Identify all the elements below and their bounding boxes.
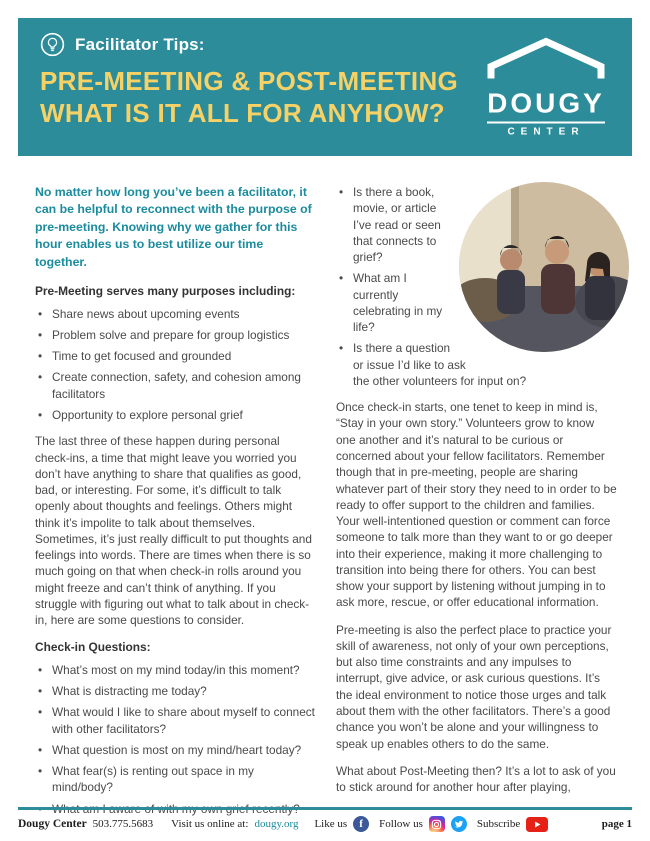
footer-brand: Dougy Center xyxy=(18,818,87,830)
stay-in-story-paragraph: Once check-in starts, one tenet to keep in mind is, “Stay in your own story.” Volunteers grow to know one another and it’s natural to be curious or concerned about your fellow facilitators. Remember though that in pre-meeting, people are sharing whatever part of their story they need to in order to be ready to offer support to the children and families. Your well-intentioned question or comment can force someone to talk more than they want to or go deeper into their experience, making it more challenging to transition into being there for others. You can best show your support by listening without jumping in to ask more, rescue, or offer educational information. xyxy=(336,400,617,610)
dougy-org-link[interactable]: dougy.org xyxy=(254,818,299,830)
dougy-center-logo xyxy=(484,37,608,138)
intro-paragraph: No matter how long you’ve been a facilitator, it can be helpful to reconnect with the purpose of pre-meeting. Knowing why we gather for this hour enables us to best utilize our time together. xyxy=(35,185,312,269)
title-line-1: PRE-MEETING & POST-MEETING xyxy=(40,66,459,96)
logo-subtitle: CENTER xyxy=(507,126,585,138)
footer-page-number: page 1 xyxy=(601,818,632,830)
footer-subscribe-label: Subscribe xyxy=(476,818,521,830)
bullet-item: • Opportunity to explore personal grief xyxy=(35,407,316,423)
bullet-item: • Problem solve and prepare for group logistics xyxy=(35,327,316,343)
checkins-paragraph: The last three of these happen during personal check-ins, a time that might leave you worried you don’t have anything to share that qualifies as good, bad, or interesting. For some, it’s difficult to talk openly about thoughts and feelings. Others might think it’s impolite to talk about themselves. Sometimes, it’s just really difficult to put thoughts and feelings into words. There are times when there is so much going on that when check-in rolls around you might freeze and can’t think of anything. If you struggle with figuring out what to talk about in check-in, here are some questions to consider. xyxy=(35,434,312,628)
title-line-2: WHAT IS IT ALL FOR ANYHOW? xyxy=(40,97,445,128)
kicker-text: Facilitator Tips: xyxy=(75,34,205,54)
checkin-questions-heading: Check-in Questions: xyxy=(35,640,151,655)
logo-divider xyxy=(487,122,605,124)
bullet-item: • Time to get focused and grounded xyxy=(35,348,316,364)
bullet-item: • What question is most on my mind/heart today? xyxy=(35,742,316,758)
bullet-item: • Share news about upcoming events xyxy=(35,306,316,322)
page-footer xyxy=(18,807,632,832)
footer-visit-label: Visit us online at: xyxy=(171,818,249,830)
right-column xyxy=(336,184,617,827)
twitter-icon[interactable] xyxy=(451,816,467,832)
bullet-item: • What’s most on my mind today/in this moment? xyxy=(35,662,316,678)
youtube-icon[interactable] xyxy=(526,817,548,832)
footer-like-label: Like us xyxy=(314,818,348,830)
lightbulb-icon xyxy=(40,32,65,57)
bullet-item: • Create connection, safety, and cohesion among facilitators xyxy=(35,369,316,402)
footer-follow-label: Follow us xyxy=(379,818,423,830)
bullet-item: • What fear(s) is renting out space in my mind/body? xyxy=(35,763,316,796)
bullet-item: • Is there a question or issue I’d like to ask the other volunteers for input on? xyxy=(336,340,617,389)
purposes-heading: Pre-Meeting serves many purposes including: xyxy=(35,284,296,299)
footer-phone: 503.775.5683 xyxy=(92,818,154,830)
more-questions-list xyxy=(336,184,617,389)
awareness-paragraph: Pre-meeting is also the perfect place to practice your skill of awareness, not only of your own perceptions, but also time constraints and any impulses to interrupt, give advice, or ask curious questions. It’s the ideal environment to notice those urges and talk about them with the other facilitators. There’s a good chance you won’t be alone and your willingness to speak up enables others to do the same. xyxy=(336,622,612,751)
logo-wordmark: DOUGY xyxy=(487,87,605,119)
header-banner xyxy=(18,18,632,156)
facebook-icon[interactable]: f xyxy=(353,816,369,832)
roof-icon xyxy=(484,37,608,81)
bullet-item: • What is distracting me today? xyxy=(35,683,316,699)
bullet-item: • What am I aware of with my own grief recently? xyxy=(35,801,316,817)
bullet-item: • What would I like to share about myself to connect with other facilitators? xyxy=(35,704,316,737)
left-column xyxy=(35,184,316,827)
post-meeting-paragraph: What about Post-Meeting then? It’s a lot to ask of you to stick around for another hour after playing, xyxy=(336,763,616,795)
bullet-item: • What am I currently celebrating in my life? xyxy=(336,270,617,335)
bullet-item: • Is there a book, movie, or article I’ve read or seen that connects to grief? xyxy=(336,184,617,265)
purposes-list xyxy=(35,306,316,424)
instagram-icon[interactable] xyxy=(429,816,445,832)
body-columns xyxy=(35,184,617,827)
checkin-questions-list xyxy=(35,662,316,817)
